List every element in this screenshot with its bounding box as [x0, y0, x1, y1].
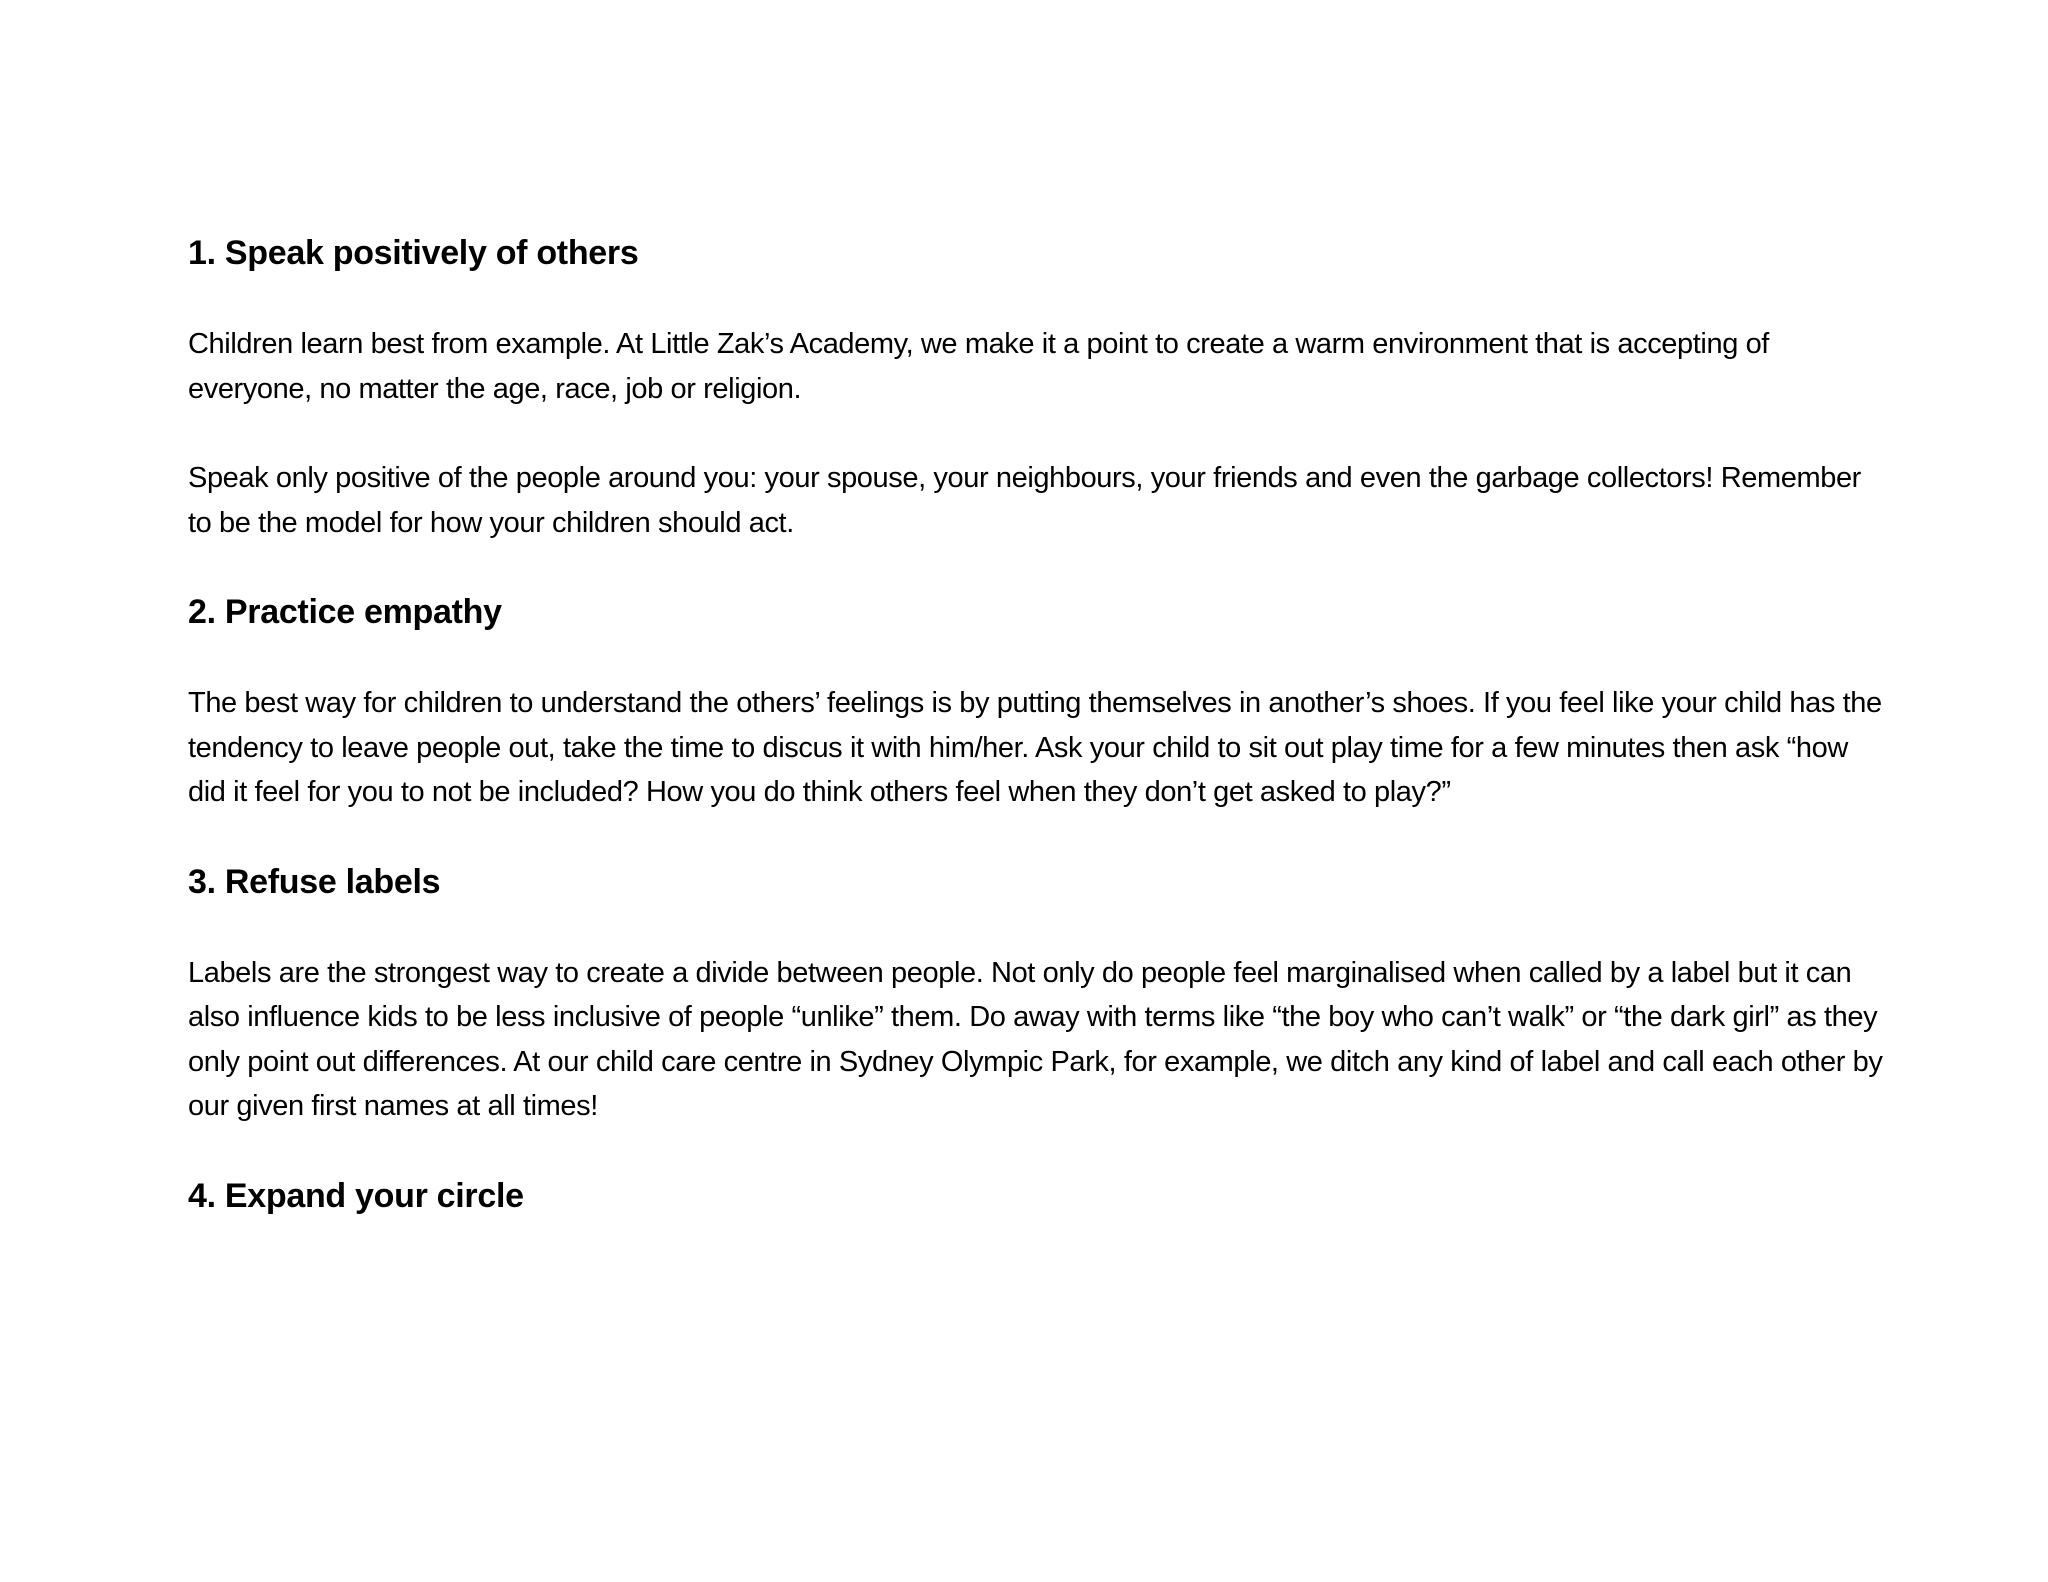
section-heading: 4. Expand your circle [188, 1176, 524, 1215]
document-body [188, 231, 1888, 1218]
section-paragraph: Children learn best from example. At Little Zak’s Academy, we make it a point to create a warm environment that is accepting of everyone, no matter the age, race, job or religion. [188, 328, 1769, 405]
section-heading: 2. Practice empathy [188, 593, 502, 631]
section-paragraph: The best way for children to understand the others’ feelings is by putting themselves in another’s shoes. If you feel like your child has the tendency to leave people out, take the time to discus it with him/her. Ask your child to sit out play time for a few minutes then ask “how did it feel for you to not be included? How you do think others feel when they don’t get asked to play?” [188, 687, 1882, 808]
section-heading: 3. Refuse labels [188, 862, 441, 901]
section-heading: 1. Speak positively of others [188, 234, 639, 272]
section-paragraph: Labels are the strongest way to create a divide between people. Not only do people feel marginalised when called by a label but it can also influence kids to be less inclusive of people “unlike” them. Do away with terms like “the boy who can’t walk” or “the dark girl” as they only point out differences. At our child care centre in Sydney Olympic Park, for example, we ditch any kind of label and call each other by our given first names at all times! [188, 956, 1883, 1122]
section-paragraph: Speak only positive of the people around you: your spouse, your neighbours, your friends and even the garbage collectors! Remember to be the model for how your children should act. [188, 462, 1861, 539]
